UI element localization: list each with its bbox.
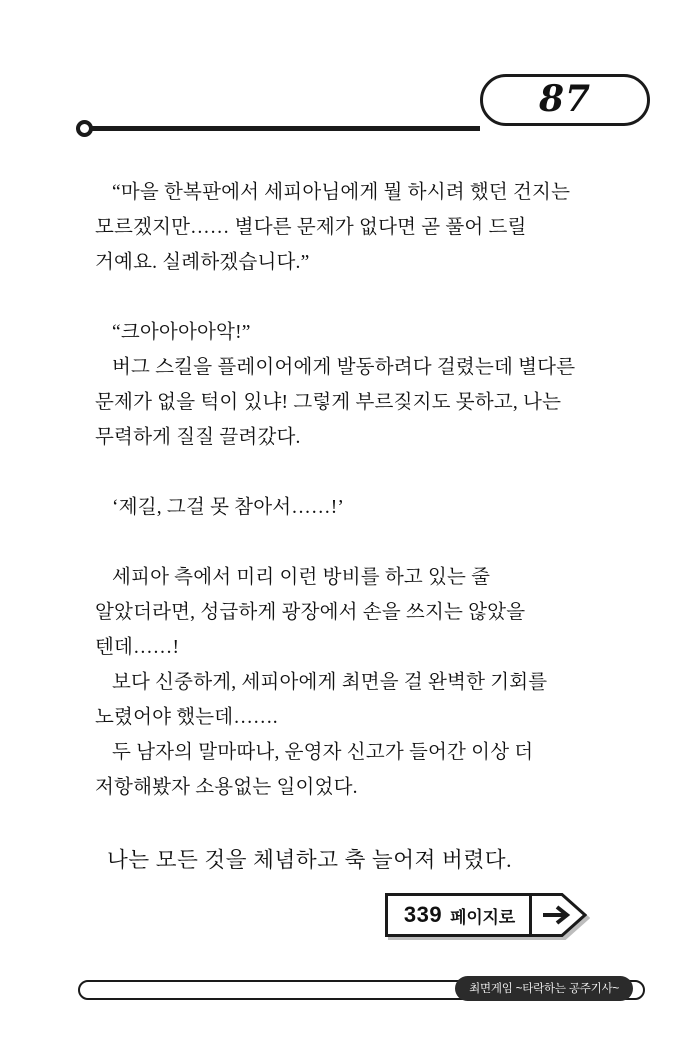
page-jump-button[interactable] <box>385 893 587 937</box>
paragraph: “마을 한복판에서 세피아님에게 뭘 하시려 했던 건지는 모르겠지만…… 별다른 문제가 없다면 곧 풀어 드릴 거예요. 실례하겠습니다.” <box>95 182 571 273</box>
paragraph: 버그 스킬을 플레이어에게 발동하려다 걸렸는데 별다른 문제가 없을 턱이 있냐! 그렇게 부르짖지도 못하고, 나는 무력하게 질질 끌려갔다. <box>95 357 576 448</box>
paragraph: 두 남자의 말마따나, 운영자 신고가 들어간 이상 더 저항해봤자 소용없는 일이었다. <box>95 742 534 798</box>
paragraph: “크아아아아악!” <box>112 322 251 343</box>
page-jump-number: 339 <box>403 902 443 927</box>
chapter-rule-dot-icon <box>76 120 93 137</box>
chapter-header <box>0 74 675 144</box>
arrow-right-icon[interactable] <box>529 893 587 937</box>
final-line: 나는 모든 것을 체념하고 축 늘어져 버렸다. <box>107 848 513 872</box>
page-jump-label-box[interactable] <box>385 893 529 937</box>
footer <box>78 980 645 1002</box>
paragraph: ‘제길, 그걸 못 참아서……!’ <box>112 497 345 518</box>
paragraph: 세피아 측에서 미리 이런 방비를 하고 있는 줄 알았더라면, 성급하게 광장에서 손을 쓰지는 않았을 텐데……! <box>95 567 526 658</box>
chapter-number-badge <box>480 74 650 126</box>
body-text <box>95 140 587 878</box>
paragraph: 보다 신중하게, 세피아에게 최면을 걸 완벽한 기회를 노렸어야 했는데……. <box>95 672 548 728</box>
chapter-number: 87 <box>538 78 592 120</box>
chapter-rule <box>82 126 480 131</box>
footer-title: 최면게임 ~타락하는 공주기사~ <box>455 976 633 1001</box>
page-jump-text: 페이지로 <box>450 907 515 927</box>
